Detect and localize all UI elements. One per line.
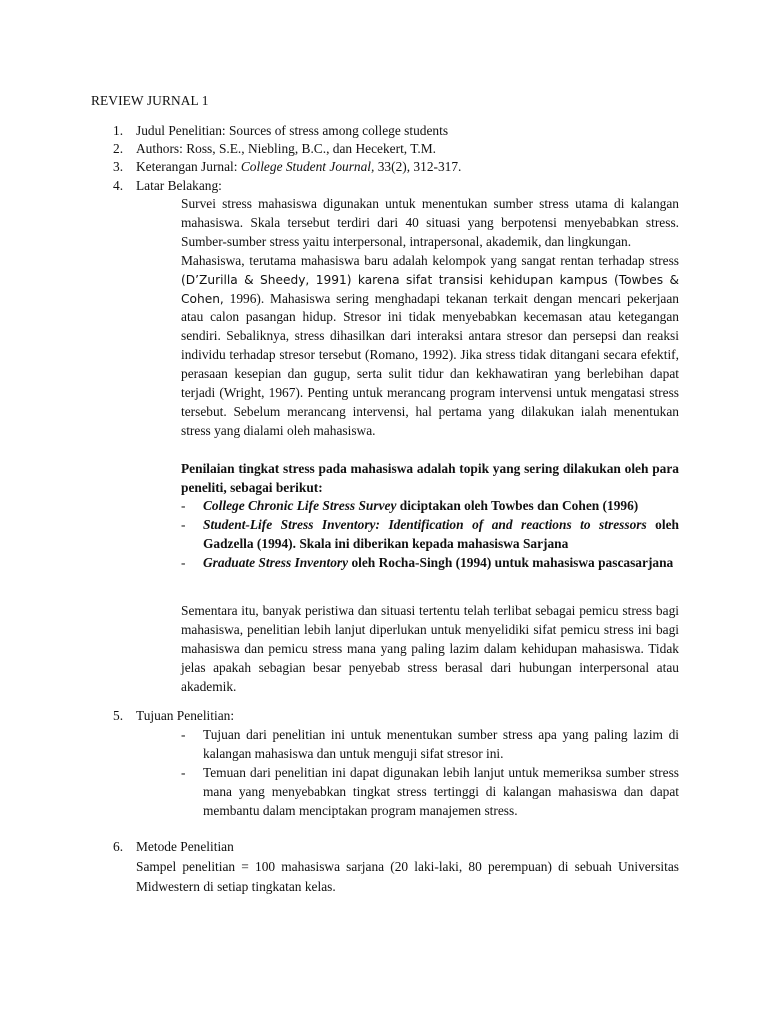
item-text [136,158,461,176]
instrument-title: College Chronic Life Stress Survey [203,498,397,513]
sementara-paragraph: Sementara itu, banyak peristiwa dan situasi tertentu telah terlibat sebagai pemicu stress bagi mahasiswa, penelitian lebih lanjut diperlukan untuk menyelidiki sifat pemicu stress ini bagi mahasiswa dan pemicu stress mana yang paling lazim dalam kehidupan mahasiswa. Tidak jelas apakah sebagian besar penyebab stress berasal dari hubungan interpersonal atau akademik. [181,603,679,694]
item-number: 4. [113,178,124,193]
item-text: Judul Penelitian: Sources of stress among college students [136,123,449,138]
assessment-list [181,497,679,573]
bullet-dash: - [181,727,186,742]
bullet-dash: - [181,764,186,780]
item-text: Tujuan Penelitian: [136,708,235,723]
instrument-title: Graduate Stress Inventory [203,554,349,570]
latar-p2-part1: Mahasiswa, terutama mahasiswa baru adalah kelompok yang sangat rentan terhadap stress [181,252,679,268]
instrument-title: Student-Life Stress Inventory: Identification of and reactions to stressors [203,516,647,532]
list-item [181,554,679,573]
item-number: 2. [113,141,124,156]
metode-text: Sampel penelitian = 100 mahasiswa sarjana (20 laki-laki, 80 perempuan) di sebuah Universitas Midwestern di setiap tingkatan kelas. [136,859,679,894]
latar-paragraph-2 [181,252,679,441]
assessment-intro: Penilaian tingkat stress pada mahasiswa adalah topik yang sering dilakukan oleh para peneliti, sebagai berikut: [181,461,679,495]
list-item [181,764,679,821]
latar-belakang-text [181,195,679,441]
journal-name: College Student Journal, [240,159,375,174]
bullet-dash: - [181,498,186,513]
latar-p2-citation: (D’Zurilla & Sheedy, 1991) karena sifat transisi kehidupan kampus (Towbes & Cohen, [181,272,679,306]
list-item-text: Temuan dari penelitian ini dapat digunakan lebih lanjut untuk memeriksa sumber stress mana yang menyebabkan tingkat stress tertinggi di kalangan mahasiswa dan dapat membantu dalam menciptakan program manajemen stress. [203,764,679,818]
document-title: REVIEW JURNAL 1 [91,93,209,108]
item-number: 1. [113,123,124,138]
instrument-description: oleh Gadzella (1994). Skala ini diberikan kepada mahasiswa Sarjana [203,516,679,551]
instrument-description: oleh Rocha-Singh (1994) untuk mahasiswa pascasarjana [348,554,674,570]
list-item-text: Tujuan dari penelitian ini untuk menentukan sumber stress apa yang paling lazim di kalangan mahasiswa dan untuk menguji sifat stresor ini. [203,727,679,761]
item-number: 6. [113,839,124,854]
journal-details: 33(2), 312-317. [374,159,462,174]
item-text: Metode Penelitian [136,839,234,854]
item-number: 3. [113,159,124,174]
list-item [181,726,679,764]
item-text: Latar Belakang: [136,178,222,193]
instrument-description: diciptakan oleh Towbes dan Cohen (1996) [396,498,639,513]
keterangan-label: Keterangan Jurnal: [136,159,241,174]
list-item [181,497,679,516]
latar-paragraph-1: Survei stress mahasiswa digunakan untuk menentukan sumber stress utama di kalangan mahasiswa. Skala tersebut terdiri dari 40 situasi yang berpotensi menyebabkan stress. Sumber-sumber stress yaitu interpersonal, intrapersonal, akademik, dan lingkungan. [181,196,679,249]
tujuan-list [181,726,679,821]
latar-p2-part2: 1996). Mahasiswa sering menghadapi tekanan terkait dengan mencari pekerjaan atau calon pasangan hidup. Stresor ini tidak menyebabkan kecemasan atau ketegangan sendiri. Sebaliknya, stress dihasilkan dari interaksi antara stresor dan persepsi dan reaksi individu terhadap stresor tersebut (Romano, 1992). Jika stress tidak ditangani secara efektif, perasaan kesepian dan gugup, serta sulit tidur dan kekhawatiran yang berlebihan dapat terjadi (Wright, 1967). Penting untuk merancang program intervensi untuk mengatasi stress tersebut. Sebelum merancang intervensi, hal pertama yang dilakukan ialah menentukan stress yang dialami oleh mahasiswa. [181,290,679,438]
item-text: Authors: Ross, S.E., Niebling, B.C., dan Hecekert, T.M. [136,141,437,156]
bullet-dash: - [181,516,186,532]
bullet-dash: - [181,554,186,570]
list-item [181,516,679,554]
item-number: 5. [113,708,124,723]
